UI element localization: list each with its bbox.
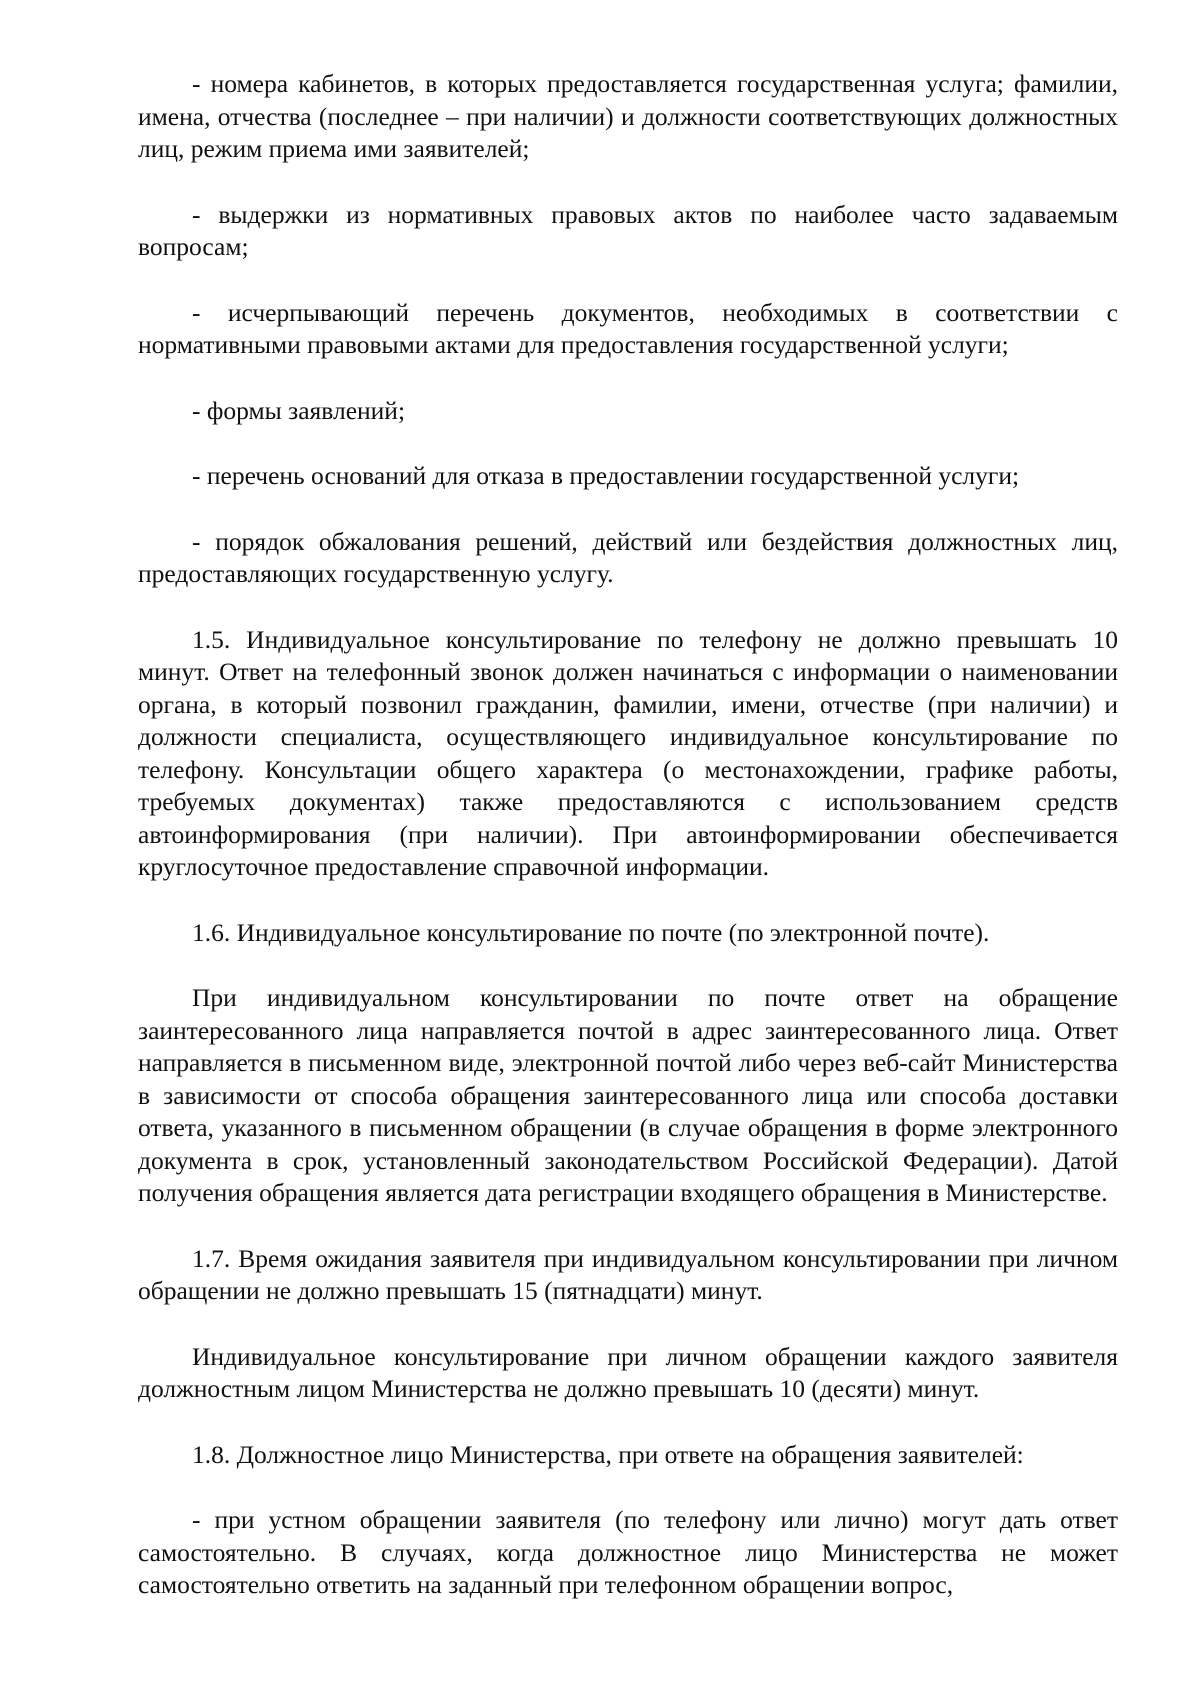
paragraph-section-1-5: 1.5. Индивидуальное консультирование по телефону не должно превышать 10 минут. Ответ на телефонный звонок должен начинаться с информации о наименовании органа, в который позвонил гражданин, фамилии, имени, отчестве (при наличии) и должности специалиста, осуществляющего индивидуальное консультирование по телефону. Консультации общего характера (о местонахождении, графике работы, требуемых документах) также предоставляются с использованием средств автоинформирования (при наличии). При автоинформировании обеспечивается круглосуточное предоставление справочной информации. <box>138 624 1118 881</box>
paragraph-mail-consultation: При индивидуальном консультировании по почте ответ на обращение заинтересованного лица направляется почтой в адрес заинтересованного лица. Ответ направляется в письменном виде, электронной почтой либо через веб-сайт Министерства в зависимости от способа обращения заинтересованного лица или способа доставки ответа, указанного в письменном обращении (в случае обращения в форме электронного документа в срок, установленный законодательством Российской Федерации). Датой получения обращения является дата регистрации входящего обращения в Министерстве. <box>138 983 1118 1207</box>
paragraph-application-forms: - формы заявлений; <box>192 395 406 425</box>
paragraph-refusal-grounds: - перечень оснований для отказа в предоставлении государственной услуги; <box>192 461 1020 490</box>
paragraph-oral-request: - при устном обращении заявителя (по телефону или лично) могут дать ответ самостоятельно. В случаях, когда должностное лицо Министерства не может самостоятельно ответить на заданный при телефонном обращении вопрос, <box>138 1505 1118 1599</box>
document-body <box>138 68 1118 1602</box>
paragraph-document-list: - исчерпывающий перечень документов, необходимых в соответствии с нормативными правовыми актами для предоставления государственной услуги; <box>138 297 1118 359</box>
paragraph-section-1-7: 1.7. Время ожидания заявителя при индивидуальном консультировании при личном обращении не должно превышать 15 (пятнадцати) минут. <box>138 1243 1118 1305</box>
paragraph-personal-consultation: Индивидуальное консультирование при личном обращении каждого заявителя должностным лицом Министерства не должно превышать 10 (десяти) минут. <box>138 1341 1118 1403</box>
paragraph-section-1-6: 1.6. Индивидуальное консультирование по почте (по электронной почте). <box>192 917 990 947</box>
paragraph-section-1-8: 1.8. Должностное лицо Министерства, при ответе на обращения заявителей: <box>192 1439 1024 1469</box>
paragraph-legal-excerpts: - выдержки из нормативных правовых актов по наиболее часто задаваемым вопросам; <box>138 199 1118 261</box>
paragraph-office-numbers: - номера кабинетов, в которых предоставляется государственная услуга; фамилии, имена, отчества (последнее – при наличии) и должности соответствующих должностных лиц, режим приема ими заявителей; <box>138 69 1118 163</box>
paragraph-appeal-procedure: - порядок обжалования решений, действий или бездействия должностных лиц, предоставляющих государственную услугу. <box>138 526 1118 588</box>
